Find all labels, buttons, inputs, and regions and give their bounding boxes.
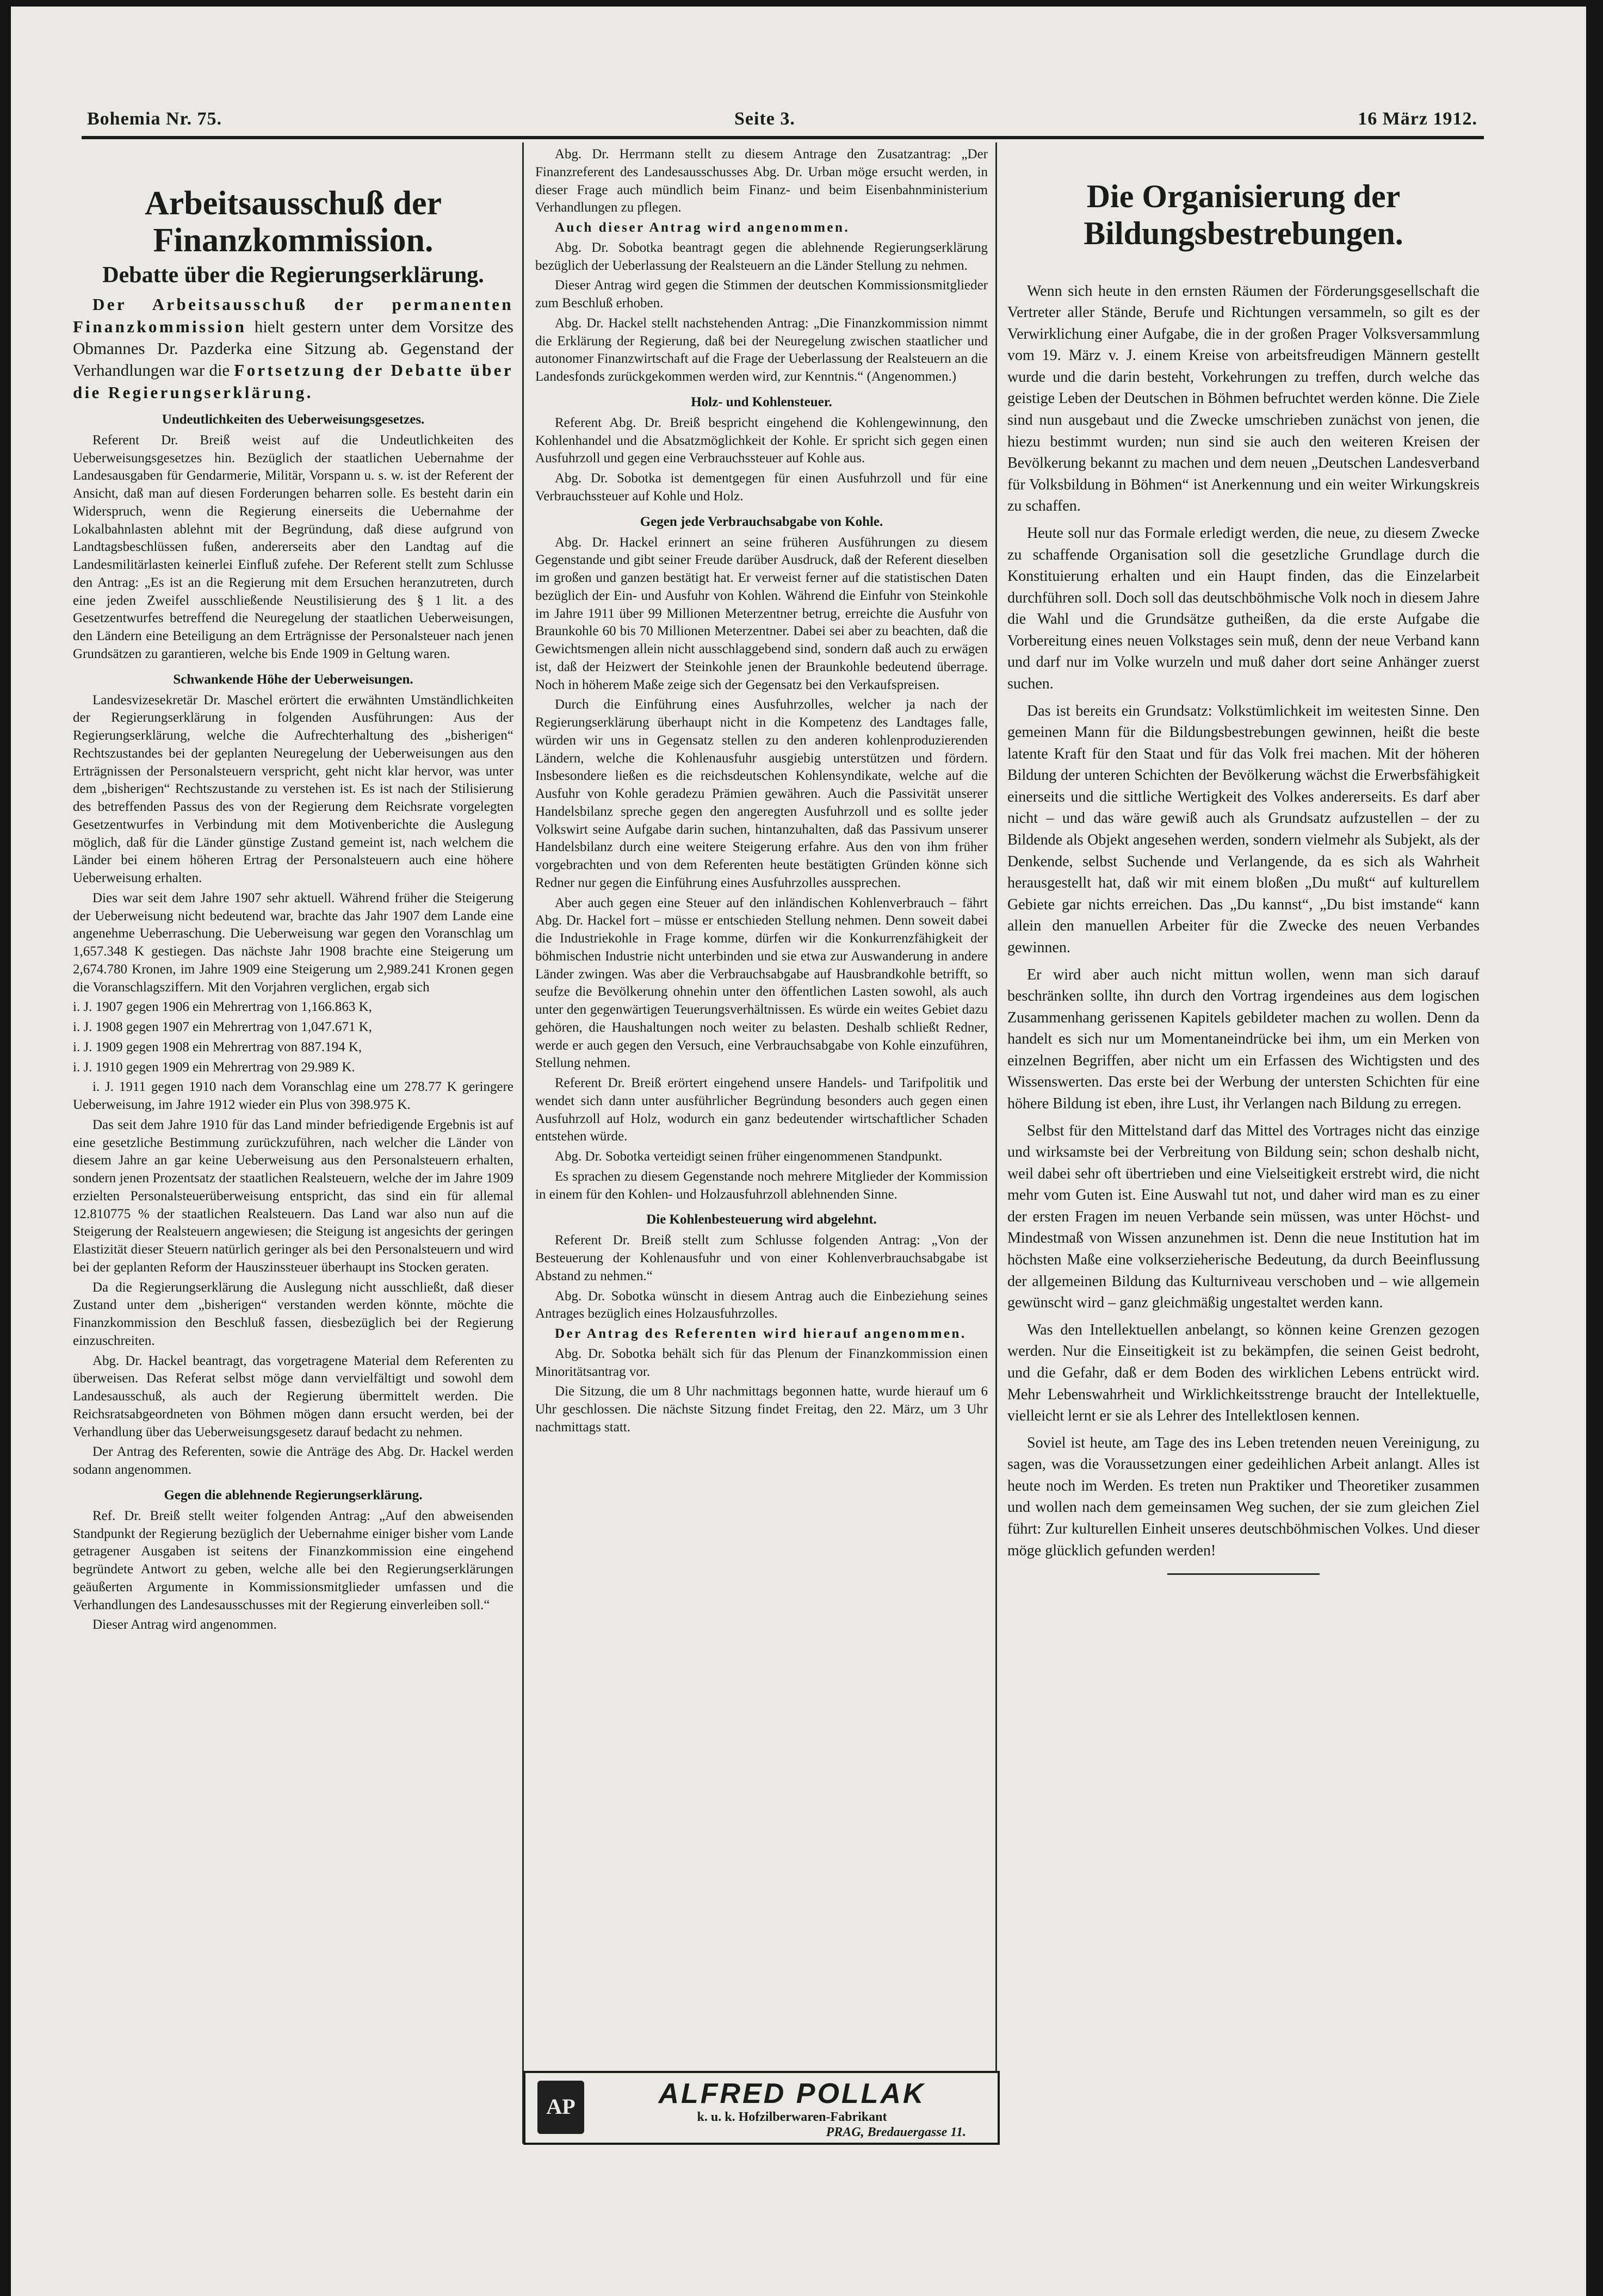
column-divider-1 — [522, 142, 524, 2144]
lead-text: hielt gestern unter dem Vorsitze des Obmannes Dr. Pazderka eine Sitzung ab. Gegenstand der Verhandlungen war die — [73, 317, 513, 380]
revenue-row: i. J. 1908 gegen 1907 ein Mehrertrag von 1,047.671 K, — [73, 1020, 372, 1035]
section-heading: Die Kohlenbesteuerung wird abgelehnt. — [646, 1212, 877, 1227]
paragraph: Es sprachen zu diesem Gegenstande noch mehrere Mitglieder der Kommission in einem für den Kohlen- und Holzausfuhrzoll ablehnenden Sinne. — [535, 1169, 988, 1202]
paragraph: Referent Dr. Breiß weist auf die Undeutlichkeiten des Ueberweisungsgesetzes hin. Bezüglich der staatlichen Uebernahme der Landesausgaben für Gendarmerie, Militär, Vorspann u. s. w. ist der Referent der Ansicht, daß man auf diesen Forderungen beharren solle. Es besteht darin ein Widerspruch, wenn die Regierung einerseits die Uebernahme der Lokalbahnlasten ablehnt mit der Begründung, daß diese aufgrund von Landtagsbeschlüssen fußen, andererseits aber den Landtag auf die Landesmilitärlasten keinerlei Einfluß zufehe. Der Referent stellt zum Schlusse den Antrag: „Es ist an die Regierung mit dem Ersuchen heranzutreten, durch eine jeden Zweifel ausschließende Neustilisierung des § 1 lit. a des Gesetzentwurfes betreffend die Neuregelung der staatlichen Ueberweisungen, den Ländern eine Beteiligung an dem Erträgnisse der Personalsteuer nach jenen Grundsätzen zu garantieren, welche bis Ende 1909 in Geltung waren. — [73, 432, 513, 661]
paragraph: Was den Intellektuellen anbelangt, so können keine Grenzen gezogen werden. Nur die Einseitigkeit ist zu bekämpfen, die seinen Geist bedroht, und die Gefahr, daß er dem Boden des wirklichen Lebens entrückt wird. Mehr Lebenswahrheit und Wirklichkeitsstrenge braucht der Intellektuelle, vielleicht lernt er sie als Lehrer des Intellektlosen kennen. — [1007, 1321, 1480, 1425]
advert-address: PRAG, Bredauergasse 11. — [826, 2125, 966, 2139]
paragraph: Dies war seit dem Jahre 1907 sehr aktuell. Während früher die Steigerung der Ueberweisung nicht bedeutend war, brachte das Jahr 1907 dem Lande eine angenehme Ueberraschung. Die Ueberweisung war gegen den Voranschlag um 1,657.348 K gestiegen. Das nächste Jahr 1908 brachte eine Steigerung um 2,674.780 Kronen, im Jahre 1909 eine Steigerung um 2,989.241 Kronen gegen die Voranschlagsziffern. Mit den Vorjahren verglichen, ergab sich — [73, 890, 513, 995]
paragraph: Abg. Dr. Sobotka beantragt gegen die ablehnende Regierungserklärung bezüglich der Ueberlassung der Realsteuern an die Länder Stellung zu nehmen. — [535, 240, 988, 273]
paragraph: Der Antrag des Referenten wird hierauf angenommen. — [555, 1326, 967, 1341]
paragraph: Dieser Antrag wird gegen die Stimmen der deutschen Kommissionsmitglieder zum Beschluß erhoben. — [535, 278, 988, 311]
issue-date: 16 März 1912. — [1358, 109, 1477, 129]
lead-emphasis-2: Fortsetzung der Debatte über die Regierungserklärung. — [73, 361, 513, 402]
paragraph: Das seit dem Jahre 1910 für das Land minder befriedigende Ergebnis ist auf eine gesetzliche Bestimmung zurückzuführen, nach welcher die Länder von diesem Jahre an gar keine Ueberweisung aus den Personalsteuern erhalten, sondern jenen Prozentsatz der staatlichen Realsteuern, welche der im Jahre 1909 erzielten Personalsteuerüberweisung entspricht, das sind ein für allemal 12.810775 % der staatlichen Realsteuern. Das Land war also nun auf die Steigerung der Realsteuern angewiesen; die Steigung ist angesichts der geringen Elastizität dieser Steuern natürlich geringer als bei den Personalsteuern und wird bei der geplanten Reform der Hauszinssteuer überhaupt ins Stocken geraten. — [73, 1117, 513, 1275]
section-heading: Gegen jede Verbrauchsabgabe von Kohle. — [640, 514, 883, 529]
revenue-row: i. J. 1909 gegen 1908 ein Mehrertrag von 887.194 K, — [73, 1039, 362, 1054]
paragraph: Referent Dr. Breiß erörtert eingehend unsere Handels- und Tarifpolitik und wendet sich dann unter ausführlicher Begründung besonders auch gegen einen Ausfuhrzoll auf Holz, wodurch ein ganz bedeutender wirtschaftlicher Schaden entstehen würde. — [535, 1076, 988, 1144]
advert-monogram: AP — [546, 2094, 575, 2119]
lead-paragraph — [73, 294, 513, 403]
article-continuation — [535, 146, 988, 2142]
paragraph: Abg. Dr. Hackel stellt nachstehenden Antrag: „Die Finanzkommission nimmt die Erklärung der Regierung, daß bei der Neuregelung zwischen staatlicher und autonomer Finanzwirtschaft auf die Frage der Ueberlassung der Realsteuern an die Landesfonds zurückgekommen werden wird, zur Kenntnis.“ (Angenommen.) — [535, 315, 988, 384]
scan-border-left — [0, 0, 11, 2296]
scan-border-top — [0, 0, 1603, 7]
paragraph: Er wird aber auch nicht mittun wollen, wenn man sich darauf beschränken sollte, ihn durch den Vortrag irgendeines aus dem logischen Zusammenhang gerissenen Kapitels gebildeter machen zu wollen. Denn da handelt es sich nur um Momentaneindrücke bei ihm, um ein Merken von einzelnen Begriffen, aber nicht um ein Erfassen des Wichtigsten und des Wissenswerten. Das erste bei der Werbung der untersten Schichten für eine höhere Bildung ist eben, ihre Lust, ihr Verlangen nach Bildung zu erregen. — [1007, 966, 1480, 1112]
paragraph: Aber auch gegen eine Steuer auf den inländischen Kohlenverbrauch – fährt Abg. Dr. Hackel fort – müsse er entschieden Stellung nehmen. Denn soweit dabei die Industriekohle in Frage komme, dürfen wir die Konkurrenzfähigkeit der böhmischen Industrie nicht unterbinden und sie etwa zur Auswanderung in andere Länder zwingen. Was aber die Verbrauchsabgabe auf Hausbrandkohle betrifft, so seufze die Bevölkerung ohnehin unter den öffentlichen Lasten sowohl, als auch unter den gegenwärtigen Teuerungsverhältnissen. Es würde ein weites Gebiet dazu gehören, die Haushaltungen noch weiter zu belasten. Deshalb schließt Redner, werde er auch gegen den Versuch, eine Verbrauchsabgabe von Kohle einzuführen, Stellung nehmen. — [535, 895, 988, 1071]
article-subhead: Debatte über die Regierungserklärung. — [102, 263, 484, 288]
paragraph: Referent Abg. Dr. Breiß bespricht eingehend die Kohlengewinnung, den Kohlenhandel und die Absatzmöglichkeit der Kohle. Er spricht sich gegen einen Ausfuhrzoll und gegen eine Verbrauchssteuer auf Kohle aus. — [535, 415, 988, 466]
paragraph: Abg. Dr. Hackel erinnert an seine früheren Ausführungen zu diesem Gegenstande und gibt seiner Freude darüber Ausdruck, daß der Referent dieselben im großen und ganzen bestätigt hat. Er verweist ferner auf die statistischen Daten bezüglich der Ein- und Ausfuhr von Kohlen. Während die Einfuhr von Steinkohle im Jahre 1911 über 99 Millionen Meterzentner betrug, erreichte die Ausfuhr von Braunkohle 60 bis 70 Millionen Meterzentner. Dabei sei aber zu beachten, daß die Gewichtsmengen allein nicht ausschlaggebend sind, sondern daß auch zu erwägen ist, daß der Heizwert der Steinkohle jenen der Braunkohle bedeutend überrage. Noch in höherem Maße zeige sich der Gegensatz bei den Verkaufspreisen. — [535, 535, 988, 692]
paragraph: Abg. Dr. Sobotka verteidigt seinen früher eingenommenen Standpunkt. — [555, 1149, 943, 1164]
paragraph: Das ist bereits ein Grundsatz: Volkstümlichkeit im weitesten Sinne. Den gemeinen Mann für die Bildungsbestrebungen gewinnen, heißt die beste latente Kraft für den Staat und für das Volk frei machen. Mit der höheren Bildung der unteren Schichten der Bevölkerung wächst die Erwerbsfähigkeit einerseits und die sittliche Wertigkeit des Volkes andererseits. Es darf aber nicht – und das wäre gewiß auch als Grundsatz aufzustellen – der zu Bildende als Objekt angesehen werden, sondern vielmehr als Subjekt, als der Denkende, selbst Suchende und Verlangende, da es sich als Wahrheit herausgestellt hat, daß wir mit einem bloßen „Du mußt“ auf kulturellem Gebiete gar nichts erreichen. Das „Du kannst“, „Du bist imstande“ kann allein den manuellen Arbeiter für die Zwecke des neuen Verbandes gewinnen. — [1007, 702, 1480, 956]
paragraph: Abg. Dr. Herrmann stellt zu diesem Antrage den Zusatzantrag: „Der Finanzreferent des Landesausschusses Abg. Dr. Urban möge ersucht werden, in dieser Frage auch mündlich beim Finanz- und beim Eisenbahnministerium Verhandlungen zu pflegen. — [535, 147, 988, 215]
section-heading: Holz- und Kohlensteuer. — [691, 394, 832, 409]
paragraph: Die Sitzung, die um 8 Uhr nachmittags begonnen hatte, wurde hierauf um 6 Uhr geschlossen. Die nächste Sitzung findet Freitag, den 22. März, um 3 Uhr nachmittags statt. — [535, 1384, 988, 1435]
lead-emphasis: Der Arbeitsausschuß der permanenten Finanzkommission — [73, 295, 513, 336]
paragraph: Soviel ist heute, am Tage des ins Leben tretenden neuen Vereinigung, zu sagen, was die Voraussetzungen einer gedeihlichen Arbeit anlangt. Alles ist heute noch im Werden. Es treten nun Praktiker und Theoretiker zusammen und wollen nach dem gemeinsamen Weg suchen, der sie zum gleichen Ziel führt: Zur kulturellen Einheit unseres deutschböhmischen Volkes. Und dieser möge glücklich gefunden werden! — [1007, 1434, 1480, 1559]
paragraph: Abg. Dr. Sobotka ist dementgegen für einen Ausfuhrzoll und für eine Verbrauchssteuer auf Kohle und Holz. — [535, 471, 988, 504]
column-divider-2 — [995, 142, 997, 2144]
paragraph: Referent Dr. Breiß stellt zum Schlusse folgenden Antrag: „Von der Besteuerung der Kohlenausfuhr und von einer Kohlenverbrauchsabgabe ist Abstand zu nehmen.“ — [535, 1233, 988, 1283]
paragraph: Abg. Dr. Sobotka wünscht in diesem Antrag auch die Einbeziehung seines Antrages bezüglich eines Holzausfuhrzolles. — [535, 1288, 988, 1321]
article-end-rule — [1167, 1573, 1320, 1575]
paragraph: Dieser Antrag wird angenommen. — [92, 1617, 277, 1633]
section-heading: Undeutlichkeiten des Ueberweisungsgesetzes. — [162, 412, 425, 427]
advert-tagline: k. u. k. Hofzilberwaren-Fabrikant — [697, 2110, 887, 2124]
page-number: Seite 3. — [734, 109, 795, 129]
paragraph: Landesvizesekretär Dr. Maschel erörtert die erwähnten Umständlichkeiten der Regierungserklärung in folgenden Ausführungen: Aus der Regierungserklärung, welche die Aufrechterhaltung des „bisherigen“ Rechtszustandes bei der geplanten Neuregelung der Ueberweisungen aus den Erträgnissen der Personalsteuern verspricht, geht nicht klar hervor, was unter dem „bisherigen“ Rechtszustande zu verstehen ist. Es ist nach der Stilisierung des betreffenden Passus des von der Regierung dem Reichsrate vorgelegten Gesetzentwurfes in Verbindung mit dem Motivenberichte die Auslegung möglich, daß für die Länder günstige Zustand gemeint ist, nach welchem die Länder bei einem höheren Ertrag der Personalsteuern auch eine höhere Ueberweisung erhalten. — [73, 692, 513, 886]
masthead — [87, 104, 1477, 137]
section-heading: Schwankende Höhe der Ueberweisungen. — [173, 672, 413, 687]
paragraph: Abg. Dr. Sobotka behält sich für das Plenum der Finanzkommission einen Minoritätsantrag vor. — [535, 1346, 988, 1379]
paragraph: Selbst für den Mittelstand darf das Mittel des Vortrages nicht das einzige und wirksamste bei der Verbreitung von Bildung sein; schon deshalb nicht, weil dabei sehr oft übertrieben und eine Vielseitigkeit erstrebt wird, die nicht mehr vom Guten ist. Eine Auswahl tut not, und daher wird man es zu einer der ersten Fragen im neuen Verbande sein müssen, was unter Höchst- und Mindestmaß von Wissen anzunehmen ist. Denn die neue Institution hat im höchsten Maße eine volkserzieherische Bedeutung, da durch Beeinflussung der allgemeinen Bildung das Kulturniveau verschoben und – wie allgemein gewünscht wird – ganz gleichmäßig ungestaltet werden kann. — [1007, 1122, 1480, 1312]
article-headline: Arbeitsausschuß der Finanzkommission. — [144, 185, 442, 259]
paragraph: Ref. Dr. Breiß stellt weiter folgenden Antrag: „Auf den abweisenden Standpunkt der Regierung bezüglich der Uebernahme einiger bisher vom Lande getragener Ausgaben ist seitens der Finanzkommission eine eingehend begründete Antwort zu geben, welche alle bei den Regierungserklärungen geäußerten Argumente in Kommissionsmitglieder umfassen und die Verhandlungen des Landesausschusses mit der Regierung einverleiben soll.“ — [73, 1508, 513, 1612]
paragraph: Da die Regierungserklärung die Auslegung nicht ausschließt, daß dieser Zustand unter dem „bisherigen“ verstanden werden könnte, möchte die Finanzkommission den Beschluß fassen, diesbezüglich bei der Regierung einzuschreiten. — [73, 1280, 513, 1348]
paragraph: Heute soll nur das Formale erledigt werden, die neue, zu diesem Zwecke zu schaffende Organisation soll die gesetzliche Grundlage durch die Konstituierung erhalten und ein Haupt finden, das die Einzelarbeit durchführen soll. Doch soll das deutschböhmische Volk noch in diesem Jahre die Wahl und die Grundsätze gutheißen, da die erste Aufgabe die Vorbereitung eines neuen Volkstages sein muß, denn der neue Verband kann und darf nur im Volke wurzeln und muß daher dort seine Anhänger zuerst suchen. — [1007, 524, 1480, 692]
article-headline: Die Organisierung der Bildungsbestrebungen. — [1084, 178, 1403, 251]
masthead-rule — [82, 136, 1484, 139]
paragraph: Durch die Einführung eines Ausfuhrzolles, welcher ja nach der Regierungserklärung überhaupt nicht in die Kompetenz des Landtages falle, würden wir uns in Gegensatz stellen zu den anderen kohlenproduzierenden Ländern, welche die Kohlenausfuhr ausgiebig unterstützen und fördern. Insbesondere ließen es die reichsdeutschen Kohlensyndikate, welche auf die Ausfuhr von Kohle geradezu Prämien gewähren. Auch die Passivität unserer Handelsbilanz spreche gegen den angeregten Ausfuhrzoll und es sollte jeder Volkswirt seine Aufgabe darin suchen, hintanzuhalten, daß das Passivum unserer Handelsbilanz durch eine weitere Steigerung erfahre. Aus den von ihm früher vorgebrachten und von dem Referenten heute bestätigten Gründen könne sich Redner nur gegen die Einführung eines Ausfuhrzolles aussprechen. — [535, 697, 988, 890]
revenue-row: i. J. 1907 gegen 1906 ein Mehrertrag von 1,166.863 K, — [73, 1000, 372, 1015]
article-education — [1007, 146, 1480, 2142]
paragraph: Wenn sich heute in den ernsten Räumen der Förderungsgesellschaft die Vertreter aller Stände, Berufe und Richtungen versammeln, so gilt es der Verwirklichung einer Aufgabe, die in der großen Prager Volksversammlung vom 19. März v. J. einem Kreise von arbeitsfreudigen Männern gestellt wurde und die darin besteht, Vorkehrungen zu treffen, durch welche das geistige Leben der Deutschen in Böhmen befruchtet werden könne. Die Ziele sind nun ausgebaut und die Zwecke umschrieben zunächst von jenen, die hiezu bestimmt wurden; nun sind sie auch den weiteren Kreisen der Bevölkerung bekannt zu machen und dem neuen „Deutschen Landesverband für Volksbildung in Böhmen“ ist Anerkennung und ein weiter Wirkungskreis zu schaffen. — [1007, 282, 1480, 515]
paragraph: Auch dieser Antrag wird angenommen. — [555, 220, 850, 235]
paragraph: Der Antrag des Referenten, sowie die Anträge des Abg. Dr. Hackel werden sodann angenommen. — [73, 1444, 513, 1478]
paper-issue: Bohemia Nr. 75. — [87, 109, 222, 129]
advert-logo — [537, 2081, 584, 2134]
paragraph: i. J. 1911 gegen 1910 nach dem Voranschlag eine um 278.77 K geringere Ueberweisung, im Jahre 1912 wieder ein Plus von 398.975 K. — [73, 1079, 513, 1113]
advert-company-name: ALFRED POLLAK — [658, 2078, 926, 2109]
section-heading: Gegen die ablehnende Regierungserklärung. — [164, 1487, 423, 1503]
article-finance-commission — [73, 146, 513, 2142]
revenue-row: i. J. 1910 gegen 1909 ein Mehrertrag von 29.989 K. — [73, 1059, 355, 1075]
scan-border-right — [1586, 0, 1603, 2296]
advertisement — [523, 2071, 1000, 2145]
paragraph: Abg. Dr. Hackel beantragt, das vorgetragene Material dem Referenten zu überweisen. Das Referat selbst möge dann vervielfältigt und sowohl dem Landesausschuß, als auch der Regierung übermittelt werden. Die Reichsratsabgeordneten von Böhmen mögen dann ersucht werden, bei der Verhandlung über das Ueberweisungsgesetz darauf bedacht zu nehmen. — [73, 1353, 513, 1439]
